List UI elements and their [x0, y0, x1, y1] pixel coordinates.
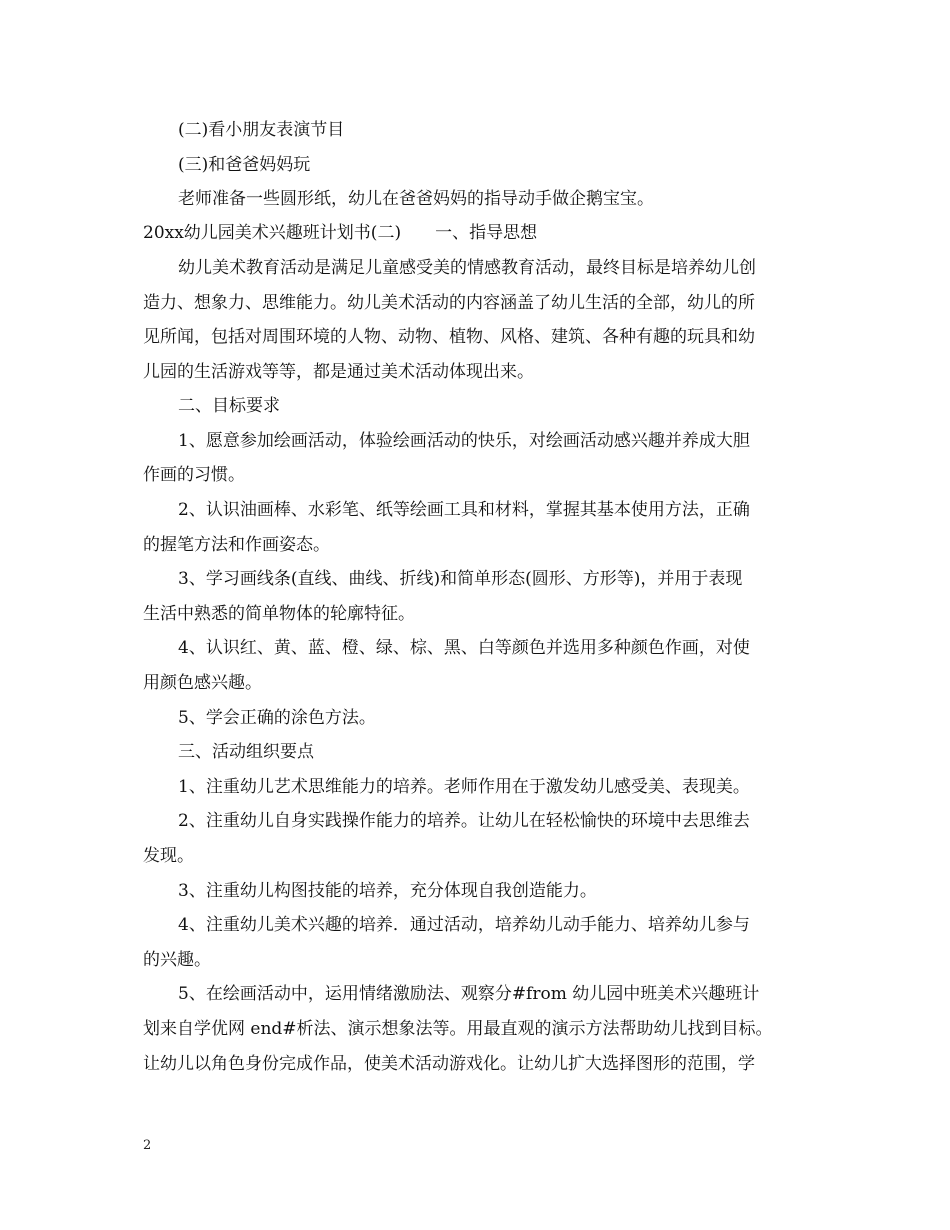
text-line: (二)看小朋友表演节目: [178, 120, 345, 140]
text-line: 2、认识油画棒、水彩笔、纸等绘画工具和材料，掌握其基本使用方法，正确: [178, 500, 750, 520]
text-line: 的兴趣。: [143, 950, 211, 970]
text-line: 5、学会正确的涂色方法。: [178, 708, 376, 728]
text-line: 作画的习惯。: [143, 465, 245, 485]
text-line: 见所闻，包括对周围环境的人物、动物、植物、风格、建筑、各种有趣的玩具和幼: [143, 327, 755, 347]
text-line: 用颜色感兴趣。: [143, 673, 262, 693]
text-line: 生活中熟悉的简单物体的轮廓特征。: [143, 604, 415, 624]
section-heading: 三、活动组织要点: [178, 742, 314, 762]
text-line: 划来自学优网 end#析法、演示想象法等。用最直观的演示方法帮助幼儿找到目标。: [143, 1019, 773, 1039]
text-line: 2、注重幼儿自身实践操作能力的培养。让幼儿在轻松愉快的环境中去思维去: [178, 811, 750, 831]
text-line: 3、注重幼儿构图技能的培养，充分体现自我创造能力。: [178, 881, 597, 901]
text-line: 造力、想象力、思维能力。幼儿美术活动的内容涵盖了幼儿生活的全部，幼儿的所: [143, 293, 755, 313]
text-line: 老师准备一些圆形纸，幼儿在爸爸妈妈的指导动手做企鹅宝宝。: [178, 189, 654, 209]
section-heading: 20xx幼儿园美术兴趣班计划书(二) 一、指导思想: [143, 223, 538, 243]
page-number: 2: [143, 1138, 152, 1153]
text-line: 1、愿意参加绘画活动，体验绘画活动的快乐，对绘画活动感兴趣并养成大胆: [178, 431, 750, 451]
text-line: 的握笔方法和作画姿态。: [143, 535, 330, 555]
text-line: 4、认识红、黄、蓝、橙、绿、棕、黑、白等颜色并选用多种颜色作画，对使: [178, 638, 750, 658]
text-line: 让幼儿以角色身份完成作品，使美术活动游戏化。让幼儿扩大选择图形的范围，学: [143, 1054, 755, 1074]
text-line: 4、注重幼儿美术兴趣的培养．通过活动，培养幼儿动手能力、培养幼儿参与: [178, 915, 750, 935]
text-line: 幼儿美术教育活动是满足儿童感受美的情感教育活动，最终目标是培养幼儿创: [178, 258, 756, 278]
section-heading: 二、目标要求: [178, 396, 280, 416]
text-line: (三)和爸爸妈妈玩: [178, 155, 311, 175]
text-line: 发现。: [143, 846, 194, 866]
text-line: 5、在绘画活动中，运用情绪激励法、观察分#from 幼儿园中班美术兴趣班计: [178, 984, 760, 1004]
text-line: 1、注重幼儿艺术思维能力的培养。老师作用在于激发幼儿感受美、表现美。: [178, 777, 750, 797]
text-line: 儿园的生活游戏等等，都是通过美术活动体现出来。: [143, 362, 534, 382]
text-line: 3、学习画线条(直线、曲线、折线)和简单形态(圆形、方形等)，并用于表现: [178, 569, 743, 589]
